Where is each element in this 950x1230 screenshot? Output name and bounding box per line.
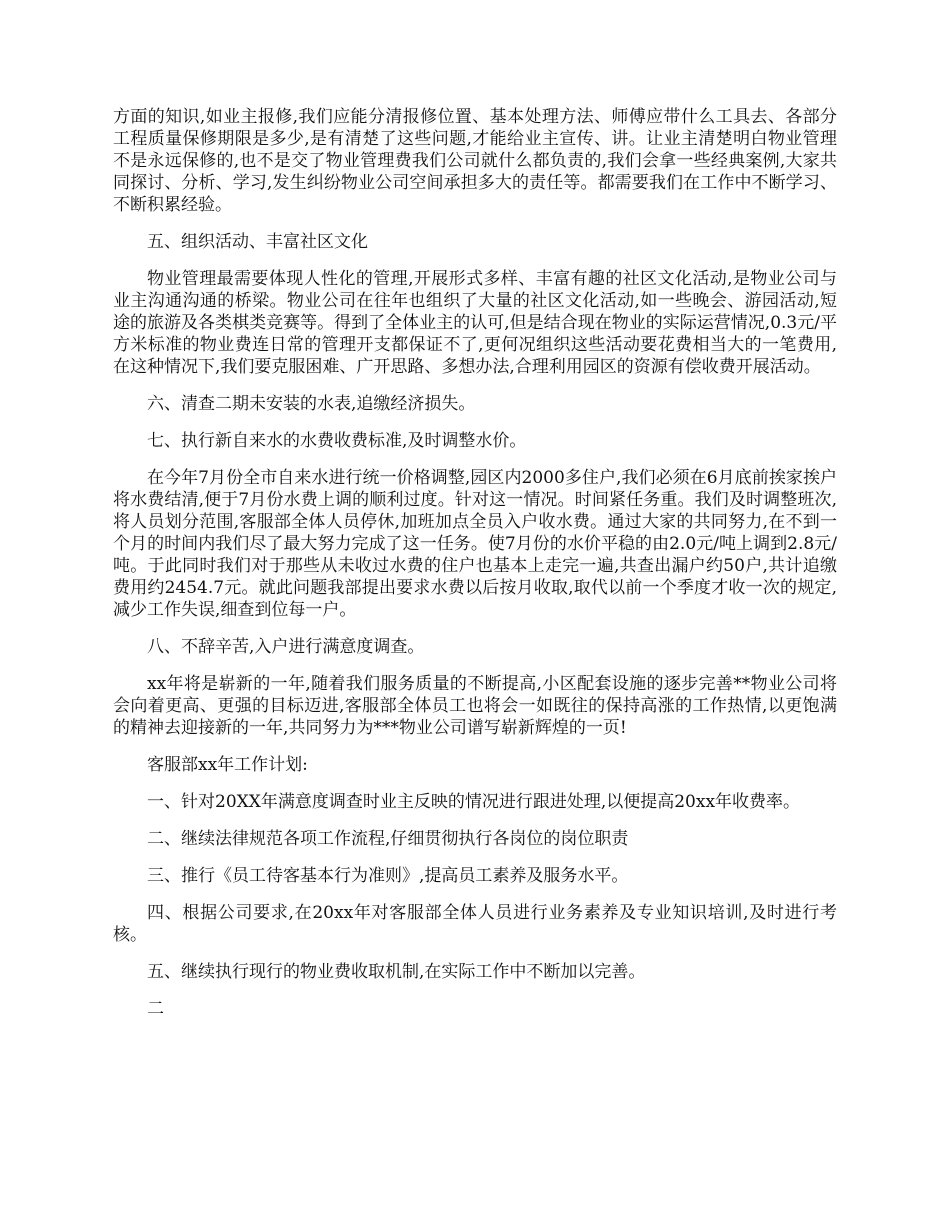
- plan-item-5: 五、继续执行现行的物业费收取机制,在实际工作中不断加以完善。: [147, 962, 646, 982]
- paragraph-new-year-outlook: xx年将是崭新的一年,随着我们服务质量的不断提高,小区配套设施的逐步完善**物业公司将会向着更高、更强的目标迈进,客服部全体员工也将会一如既往的保持高涨的工作热情,以更饱满的精神去迎接新的一年,共同努力为***物业公司谱写崭新辉煌的一页!: [113, 674, 837, 738]
- document-page: [113, 106, 837, 1035]
- paragraph-knowledge: 方面的知识,如业主报修,我们应能分清报修位置、基本处理方法、师傅应带什么工具去、各部分工程质量保修期限是多少,是有清楚了这些问题,才能给业主宣传、讲。让业主清楚明白物业管理不是永远保修的,也不是交了物业管理费我们公司就什么都负责的,我们会拿一些经典案例,大家共同探讨、分析、学习,发生纠纷物业公司空间承担多大的责任等。都需要我们在工作中不断学习、不断积累经验。: [113, 107, 837, 215]
- heading-organize-activities: 五、组织活动、丰富社区文化: [147, 232, 368, 252]
- plan-item-4: 四、根据公司要求,在20xx年对客服部全体人员进行业务素养及专业知识培训,及时进行考核。: [113, 903, 837, 945]
- paragraph-community-culture: 物业管理最需要体现人性化的管理,开展形式多样、丰富有趣的社区文化活动,是物业公司与业主沟通沟通的桥梁。物业公司在往年也组织了大量的社区文化活动,如一些晚会、游园活动,短途的旅游及各类棋类竞赛等。得到了全体业主的认可,但是结合现在物业的实际运营情况,0.3元/平方米标准的物业费连日常的管理开支都保证不了,更何况组织这些活动要花费相当大的一笔费用,在这种情况下,我们要克服困难、广开思路、多想办法,合理利用园区的资源有偿收费开展活动。: [113, 269, 837, 377]
- heading-water-fee-standard: 七、执行新自来水的水费收费标准,及时调整水价。: [147, 431, 527, 451]
- plan-item-1: 一、针对20XX年满意度调查时业主反映的情况进行跟进处理,以便提高20xx年收费率。: [147, 792, 801, 812]
- plan-item-2: 二、继续法律规范各项工作流程,仔细贯彻执行各岗位的岗位职责: [147, 829, 629, 849]
- plan-item-3: 三、推行《员工待客基本行为准则》,提高员工素养及服务水平。: [147, 866, 629, 886]
- section-marker: 二: [147, 999, 164, 1019]
- heading-water-meter-check: 六、清查二期未安装的水表,追缴经济损失。: [147, 394, 476, 414]
- heading-satisfaction-survey: 八、不辞辛苦,入户进行满意度调查。: [147, 637, 425, 657]
- heading-work-plan: 客服部xx年工作计划:: [147, 755, 308, 775]
- paragraph-water-fee-adjustment: 在今年7月份全市自来水进行统一价格调整,园区内2000多住户,我们必须在6月底前挨家挨户将水费结清,便于7月份水费上调的顺利过度。针对这一情况。时间紧任务重。我们及时调整班次,将人员划分范围,客服部全体人员停休,加班加点全员入户收水费。通过大家的共同努力,在不到一个月的时间内我们尽了最大努力完成了这一任务。使7月份的水价平稳的由2.0元/吨上调到2.8元/吨。于此同时我们对于那些从未收过水费的住户也基本上走完一遍,共查出漏户约50户,共计追缴费用约2454.7元。就此问题我部提出要求水费以后按月收取,取代以前一个季度才收一次的规定,减少工作失误,细查到位每一户。: [113, 468, 837, 620]
